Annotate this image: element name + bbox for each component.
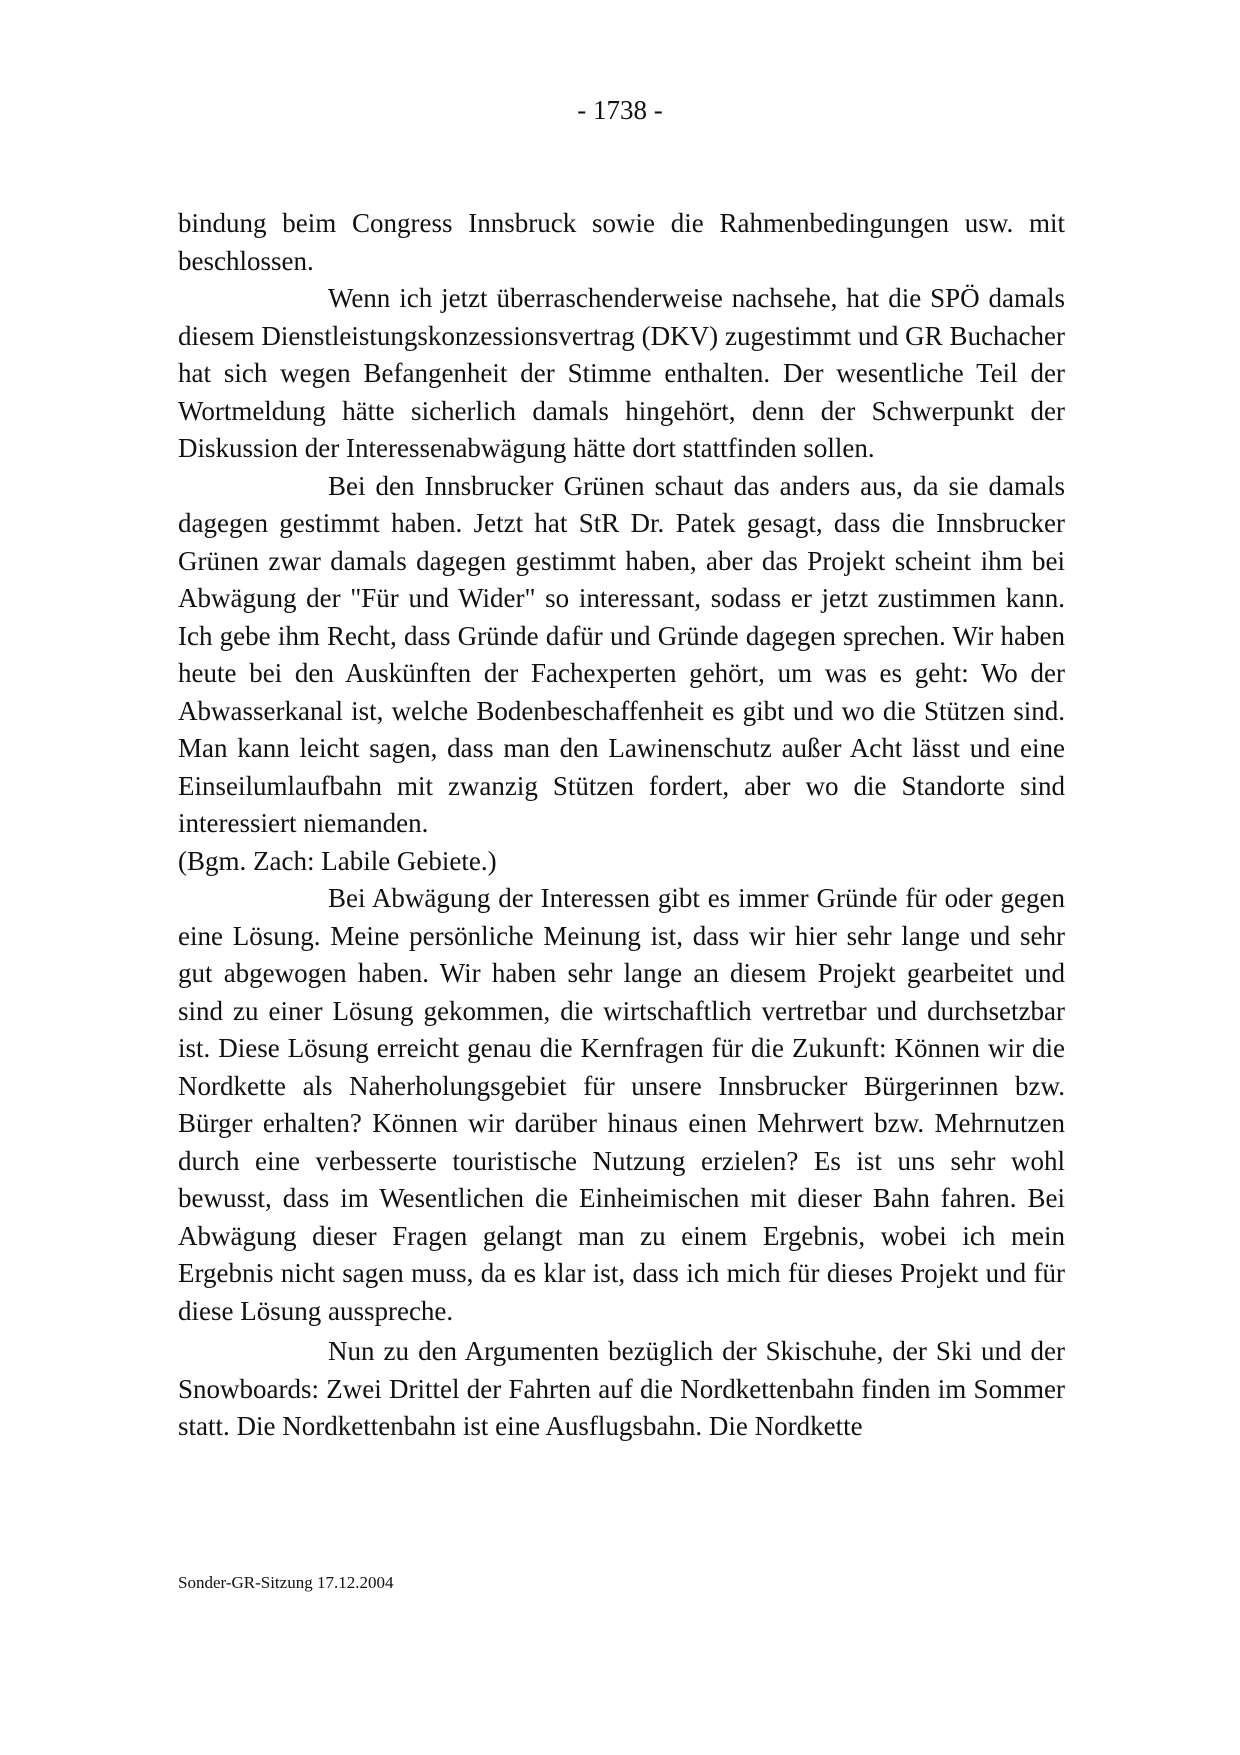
paragraph-continuation: bindung beim Congress Innsbruck sowie die Rahmenbedingungen usw. mit beschlossen. <box>178 208 1065 276</box>
paragraph: Wenn ich jetzt überraschenderweise nachsehe, hat die SPÖ damals diesem Dienstleistungskonzessionsvertrag (DKV) zugestimmt und GR Buchacher hat sich wegen Befangenheit der Stimme enthalten. Der wesentliche Teil der Wortmeldung hätte sicherlich damals hingehört, denn der Schwerpunkt der Diskussion der Interessenabwägung hätte dort stattfinden sollen. <box>178 283 1065 463</box>
paragraph: Nun zu den Argumenten bezüglich der Skischuhe, der Ski und der Snowboards: Zwei Drittel der Fahrten auf die Nordkettenbahn finden im Sommer statt. Die Nordkettenbahn ist eine Ausflugsbahn. Die Nordkette <box>178 1336 1065 1441</box>
document-body <box>178 205 1065 1446</box>
page-number: - 1738 - <box>577 95 663 125</box>
paragraph: Bei den Innsbrucker Grünen schaut das anders aus, da sie damals dagegen gestimmt haben. Jetzt hat StR Dr. Patek gesagt, dass die Innsbrucker Grünen zwar damals dagegen gestimmt haben, aber das Projekt scheint ihm bei Abwägung der "Für und Wider" so interessant, sodass er jetzt zustimmen kann. Ich gebe ihm Recht, dass Gründe dafür und Gründe dagegen sprechen. Wir haben heute bei den Auskünften der Fachexperten gehört, um was es geht: Wo der Abwasserkanal ist, welche Bodenbeschaffenheit es gibt und wo die Stützen sind. Man kann leicht sagen, dass man den Lawinenschutz außer Acht lässt und eine Einseilumlaufbahn mit zwanzig Stützen fordert, aber wo die Standorte sind interessiert niemanden. <box>178 470 1065 838</box>
interjection: (Bgm. Zach: Labile Gebiete.) <box>178 845 497 876</box>
footer-session-label: Sonder-GR-Sitzung 17.12.2004 <box>178 1573 394 1592</box>
paragraph: Bei Abwägung der Interessen gibt es immer Gründe für oder gegen eine Lösung. Meine persönliche Meinung ist, dass wir hier sehr lange und sehr gut abgewogen haben. Wir haben sehr lange an diesem Projekt gearbeitet und sind zu einer Lösung gekommen, die wirtschaftlich vertretbar und durchsetzbar ist. Diese Lösung erreicht genau die Kernfragen für die Zukunft: Können wir die Nordkette als Naherholungsgebiet für unsere Innsbrucker Bürgerinnen bzw. Bürger erhalten? Können wir darüber hinaus einen Mehrwert bzw. Mehrnutzen durch eine verbesserte touristische Nutzung erzielen? Es ist uns sehr wohl bewusst, dass im Wesentlichen die Einheimischen mit dieser Bahn fahren. Bei Abwägung dieser Fragen gelangt man zu einem Ergebnis, wobei ich mein Ergebnis nicht sagen muss, da es klar ist, dass ich mich für dieses Projekt und für diese Lösung ausspreche. <box>178 883 1065 1326</box>
